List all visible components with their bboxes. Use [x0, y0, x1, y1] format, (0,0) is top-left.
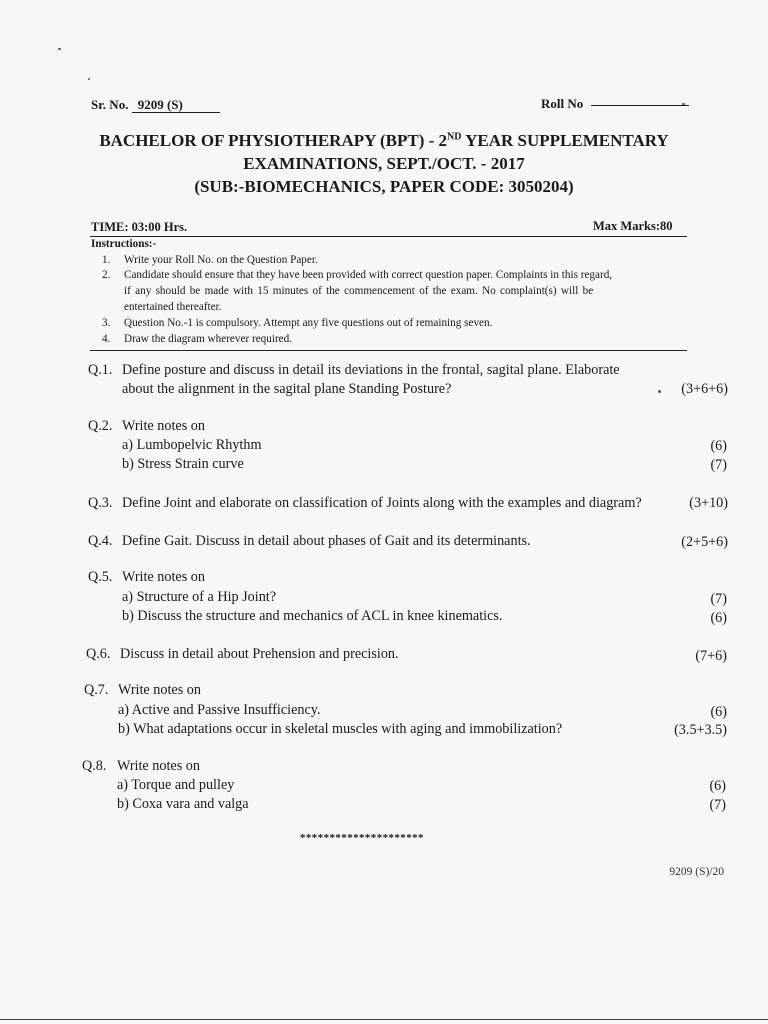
title-text-end: YEAR SUPPLEMENTARY [461, 131, 669, 150]
instruction-number: 4. [102, 333, 111, 345]
exam-title-line3: (SUB:-BIOMECHANICS, PAPER CODE: 3050204) [194, 177, 574, 196]
marks: (6) [709, 778, 726, 794]
sub-question: b) Coxa vara and valga [117, 796, 249, 812]
instruction-number: 2. [102, 269, 111, 281]
question-number: Q.8. [82, 758, 107, 774]
marks: (7) [710, 457, 727, 473]
scan-speck [88, 78, 90, 80]
sub-question: a) Active and Passive Insufficiency. [118, 702, 321, 718]
title-text: BACHELOR OF PHYSIOTHERAPY (BPT) - 2 [99, 131, 448, 150]
exam-title-line1 [0, 131, 768, 151]
marks: (3.5+3.5) [674, 722, 727, 738]
instruction-text: Draw the diagram wherever required. [124, 333, 293, 345]
question-text: Write notes on [117, 758, 200, 774]
question-number: Q.2. [88, 418, 113, 434]
question-text: Write notes on [118, 682, 201, 698]
question-text: Write notes on [122, 418, 205, 434]
sub-question: a) Lumbopelvic Rhythm [122, 437, 262, 453]
question-text: Discuss in detail about Prehension and precision. [120, 646, 399, 662]
exam-title-line2: EXAMINATIONS, SEPT./OCT. - 2017 [243, 154, 525, 173]
scan-speck [658, 390, 661, 393]
sub-question: b) Discuss the structure and mechanics of ACL in knee kinematics. [122, 608, 503, 624]
question-number: Q.1. [88, 362, 113, 378]
footer-paper-code: 9209 (S)/20 [669, 866, 724, 878]
max-marks-label: Max Marks:80 [593, 219, 673, 233]
bottom-edge-line [0, 1019, 768, 1020]
question-text: about the alignment in the sagital plane Standing Posture? [122, 381, 452, 397]
marks: (6) [710, 610, 727, 626]
time-label: TIME: 03:00 Hrs. [91, 220, 188, 234]
roll-label: Roll No [541, 96, 584, 111]
serial-value: 9209 (S) [132, 97, 220, 113]
question-text: Define Gait. Discuss in detail about phases of Gait and its determinants. [122, 533, 531, 549]
roll-number-row [541, 96, 689, 112]
sub-question: b) Stress Strain curve [122, 456, 244, 472]
instructions-heading: Instructions:- [91, 238, 157, 250]
marks: (3+6+6) [681, 381, 728, 397]
marks: (6) [710, 438, 727, 454]
marks: (7+6) [695, 648, 727, 664]
instruction-text: entertained thereafter. [124, 301, 222, 313]
end-of-paper-mark: ********************* [300, 832, 424, 844]
marks: (6) [710, 704, 727, 720]
title-superscript: ND [447, 131, 462, 143]
serial-label: Sr. No. [91, 97, 129, 112]
roll-blank [591, 105, 689, 106]
scan-speck [58, 48, 61, 50]
question-number: Q.6. [86, 646, 111, 662]
marks: (7) [709, 797, 726, 813]
question-text: Write notes on [122, 569, 205, 585]
question-text: Define Joint and elaborate on classification of Joints along with the examples and diagram? [122, 495, 642, 511]
sub-question: a) Torque and pulley [117, 777, 235, 793]
instruction-text: Candidate should ensure that they have been provided with correct question paper. Complaints in this regard, [124, 269, 613, 281]
question-number: Q.4. [88, 533, 113, 549]
question-number: Q.3. [88, 495, 113, 511]
divider-top [90, 236, 687, 237]
sub-question: b) What adaptations occur in skeletal muscles with aging and immobilization? [118, 721, 563, 737]
question-number: Q.7. [84, 682, 109, 698]
serial-number-row [91, 97, 220, 113]
instruction-text: Write your Roll No. on the Question Paper. [124, 254, 318, 266]
marks: (7) [710, 591, 727, 607]
instruction-text: Question No.-1 is compulsory. Attempt any five questions out of remaining seven. [124, 317, 493, 329]
instruction-text: if any should be made with 15 minutes of the commencement of the exam. No complaint(s) will be [124, 285, 594, 297]
question-number: Q.5. [88, 569, 113, 585]
question-text: Define posture and discuss in detail its deviations in the frontal, sagital plane. Elaborate [122, 362, 620, 378]
marks: (3+10) [689, 495, 728, 511]
instruction-number: 1. [102, 254, 111, 266]
instruction-number: 3. [102, 317, 111, 329]
sub-question: a) Structure of a Hip Joint? [122, 589, 277, 605]
divider-bottom [90, 350, 687, 351]
marks: (2+5+6) [681, 534, 728, 550]
